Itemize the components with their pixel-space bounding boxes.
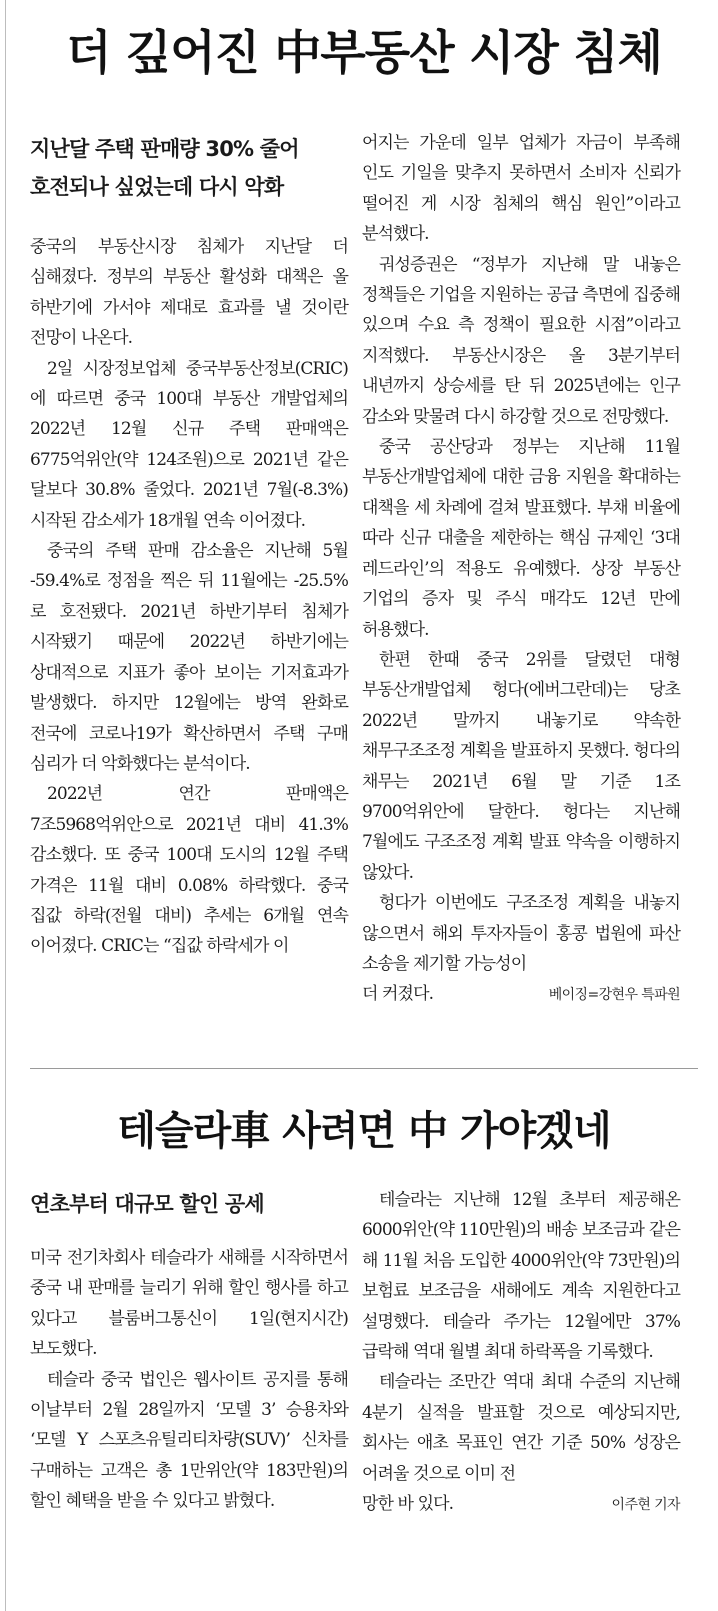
article1-last-line-text: 더 커졌다.	[362, 984, 434, 1005]
article1-paragraph: 헝다가 이번에도 구조조정 계획을 내놓지 않으면서 해외 투자자들이 홍콩 법원에 파산 소송을 제기할 가능성이	[362, 893, 680, 974]
article2-right-column	[362, 1185, 680, 1519]
article1-paragraph: 중국 공산당과 정부는 지난해 11월 부동산개발업체에 대한 금융 지원을 확대하는 대책을 세 차례에 걸쳐 발표했다. 부채 비율에 따라 신규 대출을 제한하는 핵심 규제인 ‘3대 레드라인’의 적용도 유예했다. 상장 부동산 기업의 증자 및 주식 매각도 12년 만에 허용했다.	[362, 437, 680, 640]
article1-paragraph: 한편 한때 중국 2위를 달렸던 대형 부동산개발업체 헝다(에버그란데)는 당초 2022년 말까지 내놓기로 약속한 채무구조조정 계획을 발표하지 못했다. 헝다의 채무는 2021년 6월 말 기준 1조 9700억위안에 달한다. 헝다는 지난해 7월에도 구조조정 계획 발표 약속을 이행하지 않았다.	[362, 649, 680, 883]
article1-subheadline-1: 지난달 주택 판매량 30% 줄어	[30, 137, 299, 161]
article-divider	[30, 1068, 698, 1069]
article1-left-column	[30, 130, 348, 962]
article2-subheadline: 연초부터 대규모 할인 공세	[30, 1192, 264, 1216]
article2-last-line	[362, 1489, 680, 1519]
article1-subheadline-2: 호전되나 싶었는데 다시 악화	[30, 175, 284, 199]
article1-headline: 더 깊어진 中부동산 시장 침체	[66, 26, 662, 81]
article1-paragraph: 2022년 연간 판매액은 7조5968억위안으로 2021년 대비 41.3% 감소했다. 또 중국 100대 도시의 12월 주택 가격은 11월 대비 0.08% 하락했다. 중국 집값 하락(전월 대비) 추세는 6개월 연속 이어졌다. CRIC는 “집값 하락세가 이	[30, 784, 348, 957]
article1-paragraph: 궈성증권은 “정부가 지난해 말 내놓은 정책들은 기업을 지원하는 공급 측면에 집중해 있으며 수요 측 정책이 필요한 시점”이라고 지적했다. 부동산시장은 올 3분기부터 내년까지 상승세를 탄 뒤 2025년에는 인구 감소와 맞물려 다시 하강할 것으로 전망했다.	[362, 254, 680, 427]
article1-byline: 베이징=강현우 특파원	[548, 987, 680, 1004]
article2-paragraph: 테슬라는 조만간 역대 최대 수준의 지난해 4분기 실적을 발표할 것으로 예상되지만, 회사는 애초 목표인 연간 기준 50% 성장은 어려울 것으로 이미 전	[362, 1372, 680, 1484]
article1-last-line	[362, 979, 680, 1009]
article1-right-column	[362, 128, 680, 1010]
article1-paragraph: 2일 시장정보업체 중국부동산정보(CRIC)에 따르면 중국 100대 부동산 개발업체의 2022년 12월 신규 주택 판매액은 6775억위안(약 124조원)으로 2021년 같은 달보다 30.8% 줄었다. 2021년 7월(-8.3%) 시작된 감소세가 18개월 연속 이어졌다.	[30, 358, 348, 531]
article1-paragraph: 어지는 가운데 일부 업체가 자금이 부족해 인도 기일을 맞추지 못하면서 소비자 신뢰가 떨어진 게 시장 침체의 핵심 원인”이라고 분석했다.	[362, 133, 680, 245]
article2-left-column	[30, 1185, 348, 1517]
article2-byline: 이주현 기자	[611, 1497, 680, 1514]
article2-paragraph: 미국 전기차회사 테슬라가 새해를 시작하면서 중국 내 판매를 늘리기 위해 할인 행사를 하고 있다고 블룸버그통신이 1일(현지시간) 보도했다.	[30, 1248, 348, 1360]
article2-paragraph: 테슬라 중국 법인은 웹사이트 공지를 통해 이날부터 2월 28일까지 ‘모델 3’ 승용차와 ‘모델 Y 스포츠유틸리티차량(SUV)’ 신차를 구매하는 고객은 총 1만위안(약 183만원)의 할인 혜택을 받을 수 있다고 밝혔다.	[30, 1369, 348, 1512]
article1-paragraph: 중국의 부동산시장 침체가 지난달 더 심해졌다. 정부의 부동산 활성화 대책은 올 하반기에 가서야 제대로 효과를 낼 것이란 전망이 나온다.	[30, 237, 348, 349]
article2-headline: 테슬라車 사려면 中 가야겠네	[117, 1107, 611, 1154]
page-left-border	[5, 0, 6, 1611]
article2-last-line-text: 망한 바 있다.	[362, 1494, 454, 1515]
article2-paragraph: 테슬라는 지난해 12월 초부터 제공해온 6000위안(약 110만원)의 배송 보조금과 같은 해 11월 처음 도입한 4000위안(약 73만원)의 보험료 보조금을 새해에도 계속 지원한다고 설명했다. 테슬라 주가는 12월에만 37% 급락해 역대 월별 최대 하락폭을 기록했다.	[362, 1190, 680, 1363]
article1-paragraph: 중국의 주택 판매 감소율은 지난해 5월 -59.4%로 정점을 찍은 뒤 11월에는 -25.5%로 호전됐다. 2021년 하반기부터 침체가 시작됐기 때문에 2022년 하반기에는 상대적으로 지표가 좋아 보이는 기저효과가 발생했다. 하지만 12월에는 방역 완화로 전국에 코로나19가 확산하면서 주택 구매 심리가 더 악화했다는 분석이다.	[30, 541, 348, 774]
